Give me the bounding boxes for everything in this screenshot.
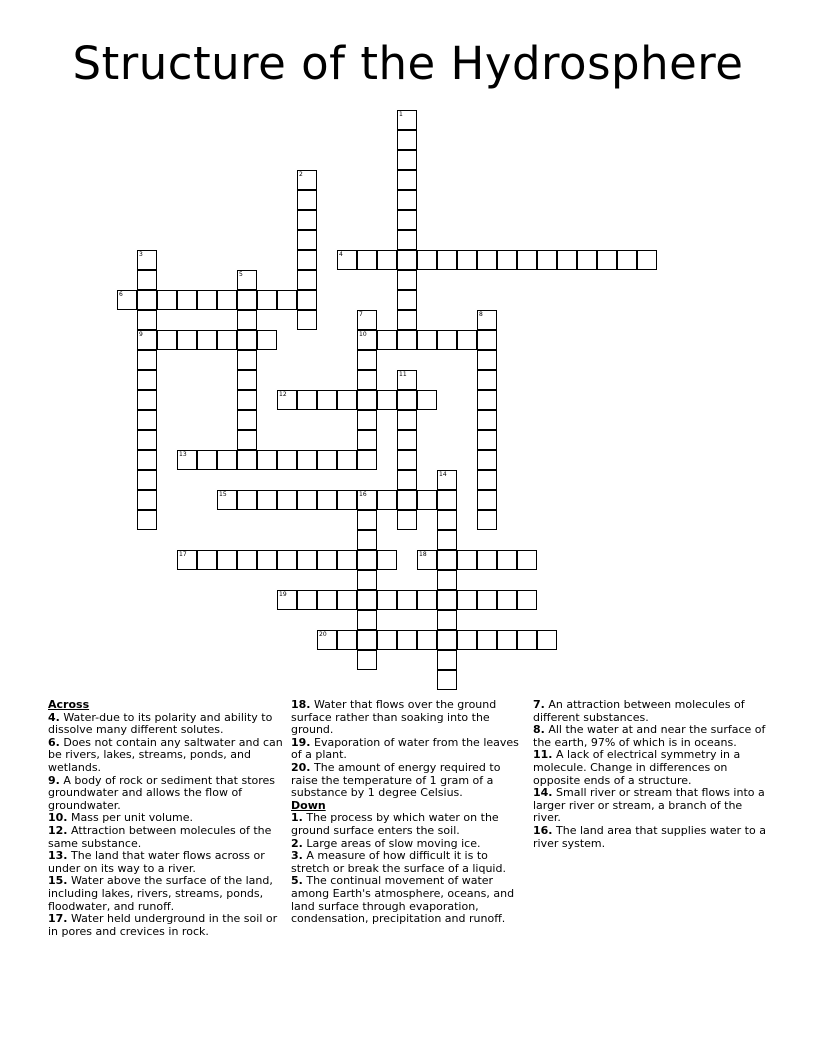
grid-cell[interactable]: [377, 490, 397, 510]
clue-text: The land area that supplies water to a river system.: [533, 823, 766, 850]
clue-number: 11.: [533, 748, 553, 762]
grid-cell[interactable]: [417, 630, 437, 650]
grid-cell[interactable]: [377, 630, 397, 650]
grid-cell[interactable]: [397, 310, 417, 330]
clue-down-5: [291, 875, 521, 925]
clues-column-1: [48, 699, 284, 938]
grid-cell[interactable]: [297, 170, 317, 190]
grid-cell[interactable]: [437, 530, 457, 550]
clue-text: A measure of how difficult it is to stretch or break the surface of a liquid.: [291, 849, 506, 875]
grid-cell[interactable]: [277, 390, 297, 410]
grid-cell[interactable]: [517, 630, 537, 650]
grid-cell[interactable]: [397, 290, 417, 310]
clue-text: Large areas of slow moving ice.: [306, 836, 481, 850]
grid-cell[interactable]: [237, 450, 257, 470]
grid-cell[interactable]: [297, 270, 317, 290]
clue-number: 4.: [48, 710, 60, 724]
grid-cell[interactable]: [357, 330, 377, 350]
grid-cell[interactable]: [297, 310, 317, 330]
grid-cell[interactable]: [417, 250, 437, 270]
grid-cell[interactable]: [137, 390, 157, 410]
grid-cell[interactable]: [397, 130, 417, 150]
grid-cell[interactable]: [337, 630, 357, 650]
grid-cell[interactable]: [357, 450, 377, 470]
grid-cell[interactable]: [357, 410, 377, 430]
clue-across-13: [48, 850, 284, 875]
grid-cell[interactable]: [297, 490, 317, 510]
clue-number: 12.: [48, 823, 68, 837]
grid-cell[interactable]: [357, 350, 377, 370]
clue-text: A body of rock or sediment that stores groundwater and allows the flow of groundwater.: [48, 773, 276, 812]
grid-cell[interactable]: [397, 270, 417, 290]
grid-cell[interactable]: [397, 230, 417, 250]
grid-cell[interactable]: [497, 590, 517, 610]
grid-cell[interactable]: [137, 510, 157, 530]
clue-across-19: [291, 737, 521, 762]
grid-cell[interactable]: [397, 470, 417, 490]
grid-cell[interactable]: [437, 570, 457, 590]
grid-cell[interactable]: [277, 290, 297, 310]
clue-number: 20.: [291, 760, 311, 774]
clue-number: 18.: [291, 698, 311, 711]
grid-cell[interactable]: [257, 450, 277, 470]
grid-cell[interactable]: [357, 510, 377, 530]
clue-down-11: [533, 749, 769, 787]
grid-cell[interactable]: [457, 550, 477, 570]
grid-cell[interactable]: [297, 590, 317, 610]
clue-number: 5.: [291, 874, 303, 888]
grid-cell[interactable]: [257, 330, 277, 350]
grid-cell[interactable]: [257, 290, 277, 310]
grid-cell[interactable]: [197, 330, 217, 350]
clue-down-16: [533, 825, 769, 850]
grid-cell[interactable]: [197, 550, 217, 570]
grid-cell[interactable]: [397, 410, 417, 430]
grid-cell[interactable]: [337, 490, 357, 510]
clue-text: All the water at and near the surface of the earth, 97% of which is in oceans.: [533, 723, 766, 749]
clue-text: The land that water flows across or under on its way to a river.: [48, 849, 265, 875]
grid-cell[interactable]: [497, 630, 517, 650]
grid-cell[interactable]: [357, 490, 377, 510]
clue-number: 19.: [291, 735, 311, 749]
grid-cell[interactable]: [477, 510, 497, 530]
grid-cell[interactable]: [137, 430, 157, 450]
cell-number: 2: [299, 171, 303, 178]
grid-cell[interactable]: [357, 650, 377, 670]
grid-cell[interactable]: [137, 310, 157, 330]
grid-cell[interactable]: [437, 490, 457, 510]
grid-cell[interactable]: [417, 550, 437, 570]
clues-column-2: [291, 699, 521, 926]
grid-cell[interactable]: [397, 170, 417, 190]
grid-cell[interactable]: [437, 550, 457, 570]
grid-cell[interactable]: [177, 330, 197, 350]
grid-cell[interactable]: [137, 470, 157, 490]
grid-cell[interactable]: [237, 310, 257, 330]
grid-cell[interactable]: [137, 330, 157, 350]
cell-number: 13: [179, 451, 187, 458]
grid-cell[interactable]: [317, 590, 337, 610]
grid-cell[interactable]: [217, 290, 237, 310]
clue-number: 8.: [533, 723, 545, 737]
cell-number: 14: [439, 471, 447, 478]
grid-cell[interactable]: [357, 370, 377, 390]
grid-cell[interactable]: [297, 450, 317, 470]
grid-cell[interactable]: [437, 650, 457, 670]
grid-cell[interactable]: [417, 490, 437, 510]
across-heading: Across: [48, 698, 90, 711]
grid-cell[interactable]: [337, 590, 357, 610]
grid-cell[interactable]: [457, 330, 477, 350]
grid-cell[interactable]: [417, 390, 437, 410]
grid-cell[interactable]: [237, 490, 257, 510]
grid-cell[interactable]: [417, 590, 437, 610]
cell-number: 17: [179, 551, 187, 558]
grid-cell[interactable]: [237, 550, 257, 570]
grid-cell[interactable]: [397, 390, 417, 410]
grid-cell[interactable]: [397, 590, 417, 610]
grid-cell[interactable]: [597, 250, 617, 270]
grid-cell[interactable]: [297, 290, 317, 310]
grid-cell[interactable]: [497, 550, 517, 570]
cell-number: 4: [339, 251, 343, 258]
clue-number: 14.: [533, 786, 553, 800]
grid-cell[interactable]: [217, 550, 237, 570]
grid-cell[interactable]: [377, 590, 397, 610]
cell-number: 20: [319, 631, 327, 638]
grid-cell[interactable]: [397, 110, 417, 130]
cell-number: 7: [359, 311, 363, 318]
down-heading: Down: [291, 798, 326, 812]
grid-cell[interactable]: [357, 570, 377, 590]
grid-cell[interactable]: [517, 250, 537, 270]
clue-number: 13.: [48, 849, 68, 863]
grid-cell[interactable]: [437, 670, 457, 690]
clue-across-20: [291, 762, 521, 800]
cell-number: 6: [119, 291, 123, 298]
grid-cell[interactable]: [357, 590, 377, 610]
grid-cell[interactable]: [217, 490, 237, 510]
grid-cell[interactable]: [537, 250, 557, 270]
grid-cell[interactable]: [477, 550, 497, 570]
grid-cell[interactable]: [117, 290, 137, 310]
grid-cell[interactable]: [297, 190, 317, 210]
grid-cell[interactable]: [137, 350, 157, 370]
clue-across-4: [48, 712, 284, 737]
grid-cell[interactable]: [317, 390, 337, 410]
clue-text: Evaporation of water from the leaves of a plant.: [291, 735, 519, 762]
grid-cell[interactable]: [157, 330, 177, 350]
grid-cell[interactable]: [417, 330, 437, 350]
cell-number: 5: [239, 271, 243, 278]
grid-cell[interactable]: [397, 370, 417, 390]
grid-cell[interactable]: [477, 350, 497, 370]
grid-cell[interactable]: [477, 430, 497, 450]
grid-cell[interactable]: [297, 210, 317, 230]
clue-number: 9.: [48, 773, 60, 787]
grid-cell[interactable]: [277, 590, 297, 610]
clue-down-8: [533, 724, 769, 749]
cell-number: 1: [399, 111, 403, 118]
grid-cell[interactable]: [337, 550, 357, 570]
grid-cell[interactable]: [397, 510, 417, 530]
grid-cell[interactable]: [437, 590, 457, 610]
grid-cell[interactable]: [197, 450, 217, 470]
cell-number: 12: [279, 391, 287, 398]
grid-cell[interactable]: [477, 490, 497, 510]
grid-cell[interactable]: [457, 590, 477, 610]
grid-cell[interactable]: [137, 370, 157, 390]
clue-across-12: [48, 825, 284, 850]
grid-cell[interactable]: [237, 290, 257, 310]
grid-cell[interactable]: [357, 550, 377, 570]
cell-number: 16: [359, 491, 367, 498]
clue-down-14: [533, 787, 769, 825]
cell-number: 9: [139, 331, 143, 338]
grid-cell[interactable]: [457, 250, 477, 270]
grid-cell[interactable]: [397, 450, 417, 470]
grid-cell[interactable]: [637, 250, 657, 270]
grid-cell[interactable]: [177, 450, 197, 470]
clue-number: 15.: [48, 874, 68, 888]
grid-cell[interactable]: [137, 290, 157, 310]
grid-cell[interactable]: [477, 310, 497, 330]
cell-number: 15: [219, 491, 227, 498]
clue-across-9: [48, 775, 284, 813]
grid-cell[interactable]: [397, 430, 417, 450]
grid-cell[interactable]: [317, 450, 337, 470]
clue-text: The continual movement of water among Earth's atmosphere, oceans, and land surface through evaporation, condensation, precipitation and runoff.: [291, 874, 515, 926]
grid-cell[interactable]: [297, 390, 317, 410]
clue-text: Mass per unit volume.: [71, 811, 194, 825]
grid-cell[interactable]: [397, 250, 417, 270]
clue-number: 3.: [291, 849, 303, 863]
grid-cell[interactable]: [477, 470, 497, 490]
grid-cell[interactable]: [137, 490, 157, 510]
clue-text: Water above the surface of the land, including lakes, rivers, streams, ponds, floodwater, and runoff.: [48, 874, 273, 913]
clue-across-18: [291, 699, 521, 737]
clue-number: 7.: [533, 698, 545, 711]
grid-cell[interactable]: [537, 630, 557, 650]
grid-cell[interactable]: [357, 630, 377, 650]
grid-cell[interactable]: [397, 330, 417, 350]
grid-cell[interactable]: [237, 390, 257, 410]
grid-cell[interactable]: [277, 550, 297, 570]
clue-text: Water that flows over the ground surface rather than soaking into the ground.: [291, 698, 497, 737]
grid-cell[interactable]: [437, 250, 457, 270]
grid-cell[interactable]: [437, 470, 457, 490]
clue-down-3: [291, 850, 521, 875]
page-title: Structure of the Hydrosphere: [72, 37, 744, 90]
clue-number: 16.: [533, 823, 553, 837]
grid-cell[interactable]: [237, 350, 257, 370]
grid-cell[interactable]: [317, 550, 337, 570]
grid-cell[interactable]: [237, 330, 257, 350]
grid-cell[interactable]: [437, 610, 457, 630]
grid-cell[interactable]: [177, 550, 197, 570]
grid-cell[interactable]: [397, 190, 417, 210]
grid-cell[interactable]: [437, 330, 457, 350]
grid-cell[interactable]: [217, 330, 237, 350]
clue-text: An attraction between molecules of different substances.: [533, 698, 745, 724]
grid-cell[interactable]: [437, 510, 457, 530]
grid-cell[interactable]: [477, 410, 497, 430]
grid-cell[interactable]: [297, 550, 317, 570]
grid-cell[interactable]: [237, 410, 257, 430]
clue-down-1: [291, 812, 521, 837]
clue-across-15: [48, 875, 284, 913]
grid-cell[interactable]: [177, 290, 197, 310]
clue-across-6: [48, 737, 284, 775]
cell-number: 10: [359, 331, 367, 338]
grid-cell[interactable]: [477, 450, 497, 470]
cell-number: 8: [479, 311, 483, 318]
clue-number: 10.: [48, 811, 68, 825]
clue-text: Small river or stream that flows into a larger river or stream, a branch of the river.: [533, 786, 765, 825]
grid-cell[interactable]: [137, 450, 157, 470]
clue-number: 1.: [291, 811, 303, 825]
grid-cell[interactable]: [217, 450, 237, 470]
grid-cell[interactable]: [337, 250, 357, 270]
grid-cell[interactable]: [277, 450, 297, 470]
grid-cell[interactable]: [357, 390, 377, 410]
grid-cell[interactable]: [297, 230, 317, 250]
grid-cell[interactable]: [357, 250, 377, 270]
grid-cell[interactable]: [377, 330, 397, 350]
grid-cell[interactable]: [297, 250, 317, 270]
grid-cell[interactable]: [397, 210, 417, 230]
grid-cell[interactable]: [397, 490, 417, 510]
grid-cell[interactable]: [357, 610, 377, 630]
grid-cell[interactable]: [557, 250, 577, 270]
grid-cell[interactable]: [337, 390, 357, 410]
clue-number: 17.: [48, 912, 68, 926]
clue-number: 6.: [48, 735, 60, 749]
cell-number: 18: [419, 551, 427, 558]
grid-cell[interactable]: [357, 310, 377, 330]
grid-cell[interactable]: [377, 550, 397, 570]
grid-cell[interactable]: [157, 290, 177, 310]
clue-down-7: [533, 699, 769, 724]
clue-across-17: [48, 913, 284, 938]
clue-text: Attraction between molecules of the same substance.: [48, 823, 272, 850]
grid-cell[interactable]: [397, 630, 417, 650]
grid-cell[interactable]: [517, 550, 537, 570]
clue-text: The process by which water on the ground surface enters the soil.: [291, 811, 499, 837]
grid-cell[interactable]: [137, 250, 157, 270]
grid-cell[interactable]: [257, 550, 277, 570]
grid-cell[interactable]: [137, 410, 157, 430]
grid-cell[interactable]: [237, 370, 257, 390]
grid-cell[interactable]: [257, 490, 277, 510]
clue-text: A lack of electrical symmetry in a molecule. Change in differences on opposite ends of a structure.: [533, 748, 741, 787]
grid-cell[interactable]: [617, 250, 637, 270]
grid-cell[interactable]: [397, 150, 417, 170]
clue-number: 2.: [291, 836, 303, 850]
cell-number: 3: [139, 251, 143, 258]
clues-column-3: [533, 699, 769, 850]
grid-cell[interactable]: [477, 330, 497, 350]
grid-cell[interactable]: [437, 630, 457, 650]
grid-cell[interactable]: [357, 430, 377, 450]
grid-cell[interactable]: [477, 390, 497, 410]
grid-cell[interactable]: [237, 430, 257, 450]
grid-cell[interactable]: [457, 630, 477, 650]
clue-text: Water held underground in the soil or in pores and crevices in rock.: [48, 912, 278, 938]
grid-cell[interactable]: [137, 270, 157, 290]
grid-cell[interactable]: [337, 450, 357, 470]
cell-number: 19: [279, 591, 287, 598]
grid-cell[interactable]: [357, 530, 377, 550]
grid-cell[interactable]: [377, 390, 397, 410]
grid-cell[interactable]: [477, 630, 497, 650]
grid-cell[interactable]: [277, 490, 297, 510]
grid-cell[interactable]: [317, 490, 337, 510]
cell-number: 11: [399, 371, 407, 378]
grid-cell[interactable]: [577, 250, 597, 270]
grid-cell[interactable]: [477, 370, 497, 390]
grid-cell[interactable]: [197, 290, 217, 310]
clue-text: The amount of energy required to raise the temperature of 1 gram of a substance by 1 degree Celsius.: [291, 760, 501, 800]
grid-cell[interactable]: [497, 250, 517, 270]
grid-cell[interactable]: [237, 270, 257, 290]
clue-text: Water-due to its polarity and ability to dissolve many different solutes.: [48, 710, 273, 737]
grid-cell[interactable]: [517, 590, 537, 610]
grid-cell[interactable]: [317, 630, 337, 650]
grid-cell[interactable]: [477, 250, 497, 270]
clue-text: Does not contain any saltwater and can be rivers, lakes, streams, ponds, and wetlands.: [48, 735, 283, 774]
grid-cell[interactable]: [477, 590, 497, 610]
grid-cell[interactable]: [377, 250, 397, 270]
